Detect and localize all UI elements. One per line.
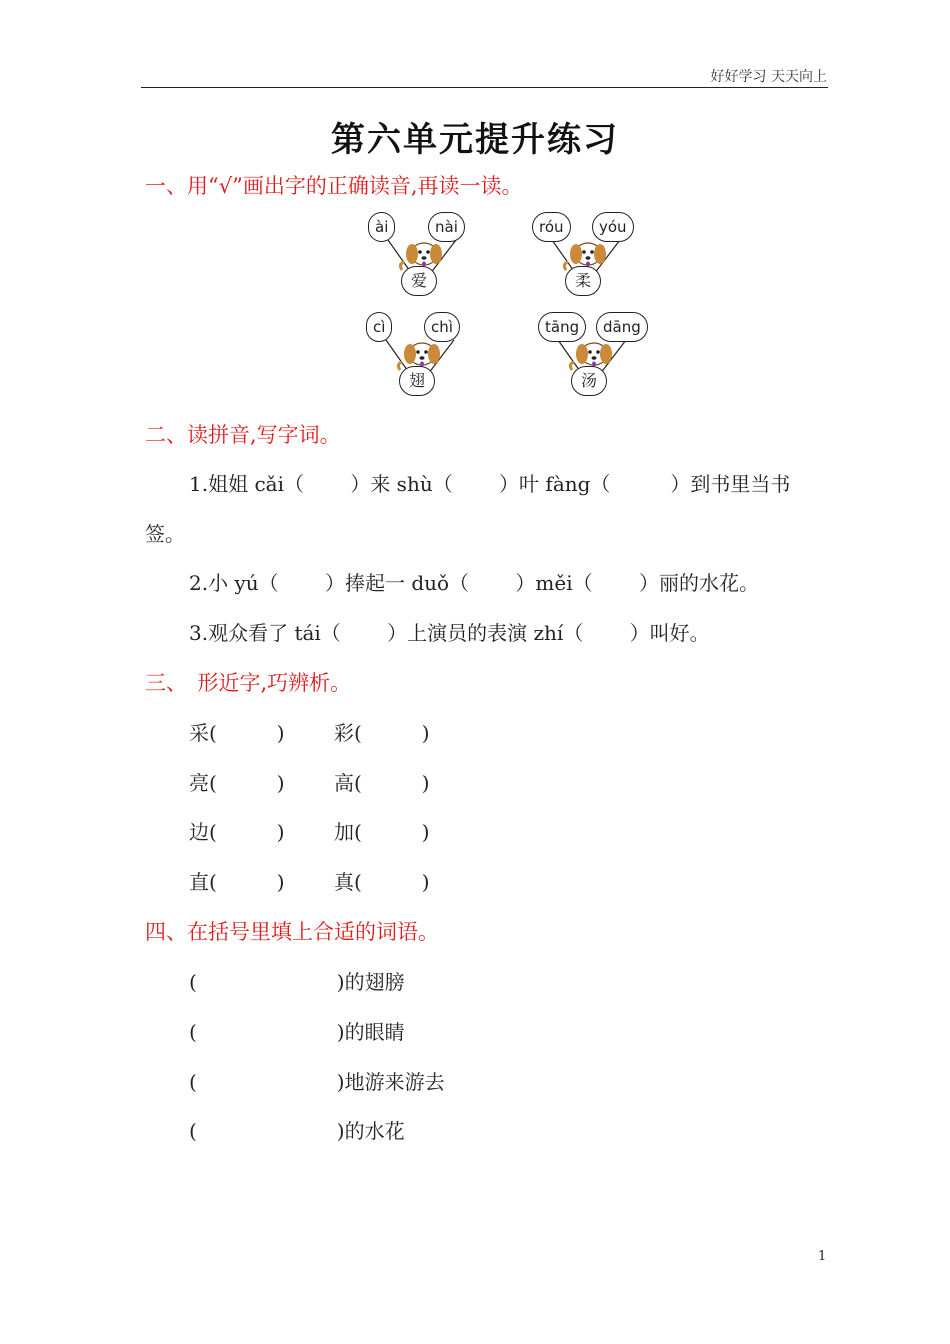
- pinyin-choice-3: [366, 312, 486, 407]
- pinyin-option-left[interactable]: róu: [532, 212, 571, 242]
- section-4-heading: 四、在括号里填上合适的词语。: [145, 920, 439, 944]
- target-character: 爱: [401, 266, 437, 296]
- header-rule: [141, 87, 828, 88]
- section-3-heading: 三、 形近字,巧辨析。: [145, 671, 352, 695]
- fill-phrase-4[interactable]: ( )的水花: [189, 1119, 405, 1143]
- target-character: 翅: [399, 366, 435, 396]
- char-pair-b[interactable]: 彩( ): [334, 721, 430, 745]
- exercise-2-line-1-cont: 签。: [145, 522, 185, 546]
- pinyin-option-right[interactable]: yóu: [592, 212, 634, 242]
- target-character: 柔: [565, 266, 601, 296]
- header-motto: 好好学习 天天向上: [710, 69, 827, 85]
- char-pair-a[interactable]: 采( ): [189, 721, 285, 745]
- pinyin-option-left[interactable]: cì: [366, 312, 392, 342]
- fill-phrase-2[interactable]: ( )的眼睛: [189, 1020, 405, 1044]
- pinyin-choice-1: [368, 212, 488, 307]
- pinyin-option-right[interactable]: chì: [424, 312, 460, 342]
- pinyin-option-right[interactable]: nài: [428, 212, 465, 242]
- target-character: 汤: [571, 366, 607, 396]
- pinyin-option-right[interactable]: dāng: [596, 312, 648, 342]
- pinyin-choice-2: [532, 212, 652, 307]
- char-pair-a[interactable]: 亮( ): [189, 771, 285, 795]
- pinyin-option-left[interactable]: ài: [368, 212, 395, 242]
- pinyin-option-left[interactable]: tāng: [538, 312, 586, 342]
- exercise-2-line-2[interactable]: 2.小 yú（ ）捧起一 duǒ（ ）měi（ ）丽的水花。: [189, 571, 759, 595]
- char-pair-a[interactable]: 边( ): [189, 820, 285, 844]
- fill-phrase-1[interactable]: ( )的翅膀: [189, 970, 405, 994]
- section-1-heading: 一、用“√”画出字的正确读音,再读一读。: [145, 174, 523, 198]
- exercise-2-line-3[interactable]: 3.观众看了 tái（ ）上演员的表演 zhí（ ）叫好。: [189, 621, 710, 645]
- fill-phrase-3[interactable]: ( )地游来游去: [189, 1070, 445, 1094]
- page-title: 第六单元提升练习: [331, 120, 619, 160]
- exercise-2-line-1[interactable]: 1.姐姐 cǎi（ ）来 shù（ ）叶 fàng（ ）到书里当书: [189, 472, 791, 496]
- pinyin-choice-4: [538, 312, 658, 407]
- section-2-heading: 二、读拼音,写字词。: [145, 423, 341, 447]
- char-pair-b[interactable]: 真( ): [334, 870, 430, 894]
- char-pair-a[interactable]: 直( ): [189, 870, 285, 894]
- char-pair-b[interactable]: 加( ): [334, 820, 430, 844]
- char-pair-b[interactable]: 高( ): [334, 771, 430, 795]
- page-number: 1: [818, 1249, 827, 1264]
